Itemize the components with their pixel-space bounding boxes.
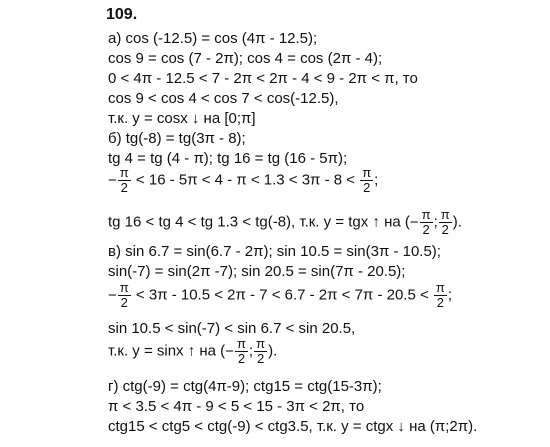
text-line-a3: 0 < 4π - 12.5 < 7 - 2π < 2π - 4 < 9 - 2π < π, то <box>108 70 418 87</box>
text-line-a1: а) cos (-12.5) = cos (4π - 12.5); <box>108 30 318 47</box>
fraction-pi-over-2: $\frac{\pi}{2}$ <box>435 280 445 310</box>
text-line-g3: ctg15 < ctg5 < ctg(-9) < ctg3.5, т.к. y = ctgx ↓ на (π;2π). <box>108 418 478 435</box>
minus-sign: − <box>108 172 117 189</box>
inequality-middle: < 3π - 10.5 < 2π - 7 < 6.7 - 2π < 7π - 20.5 < <box>135 286 429 304</box>
text-line-g2: π < 3.5 < 4π - 9 < 5 < 15 - 3π < 2π, то <box>108 398 365 415</box>
text-line-v-result1: sin 10.5 < sin(-7) < sin 6.7 < sin 20.5, <box>108 320 356 337</box>
inequality-middle: < 16 - 5π < 4 - π < 1.3 < 3π - 8 < <box>135 171 356 189</box>
problem-number: 109. <box>106 6 138 23</box>
text-line-v1: в) sin 6.7 = sin(6.7 - 2π); sin 10.5 = sin(3π - 10.5); <box>108 243 441 260</box>
inequality-b: − $\frac{\pi}{2}$ < 16 - 5π < 4 - π < 1.3 < 3π - 8 < $\frac{\pi}{2}$ ; <box>108 165 379 195</box>
text-line-a2: cos 9 = cos (7 - 2π); cos 4 = cos (2π - 4); <box>108 50 383 67</box>
fraction-pi-over-2: $\frac{\pi}{2}$ <box>236 336 246 366</box>
fraction-pi-over-2: $\frac{\pi}{2}$ <box>119 165 129 195</box>
inequality-v: − $\frac{\pi}{2}$ < 3π - 10.5 < 2π - 7 < 6.7 - 2π < 7π - 20.5 < $\frac{\pi}{2}$ ; <box>108 280 453 310</box>
minus-sign: − <box>108 287 117 304</box>
text-line-b1: б) tg(-8) = tg(3π - 8); <box>108 130 246 147</box>
fraction-pi-over-2: $\frac{\pi}{2}$ <box>119 280 129 310</box>
text-line-v-result2: т.к. y = sinx ↑ на (− $\frac{\pi}{2}$ ; $\frac{\pi}{2}$ ). <box>108 336 278 366</box>
fraction-pi-over-2: $\frac{\pi}{2}$ <box>362 165 372 195</box>
text-line-b2: tg 4 = tg (4 - π); tg 16 = tg (16 - 5π); <box>108 150 348 167</box>
text-line-v2: sin(-7) = sin(2π -7); sin 20.5 = sin(7π - 20.5); <box>108 263 406 280</box>
text-line-a5: т.к. y = cosx ↓ на [0;π] <box>108 110 256 127</box>
fraction-pi-over-2: $\frac{\pi}{2}$ <box>421 207 431 237</box>
fraction-pi-over-2: $\frac{\pi}{2}$ <box>256 336 266 366</box>
fraction-pi-over-2: $\frac{\pi}{2}$ <box>440 207 450 237</box>
text-line-g1: г) ctg(-9) = ctg(4π-9); ctg15 = ctg(15-3π); <box>108 378 382 395</box>
text-line-b-result: tg 16 < tg 4 < tg 1.3 < tg(-8), т.к. y = tgx ↑ на (− $\frac{\pi}{2}$ ; $\frac{\pi}{2}$ ). <box>108 207 462 237</box>
text-line-a4: cos 9 < cos 4 < cos 7 < cos(-12.5), <box>108 90 339 107</box>
